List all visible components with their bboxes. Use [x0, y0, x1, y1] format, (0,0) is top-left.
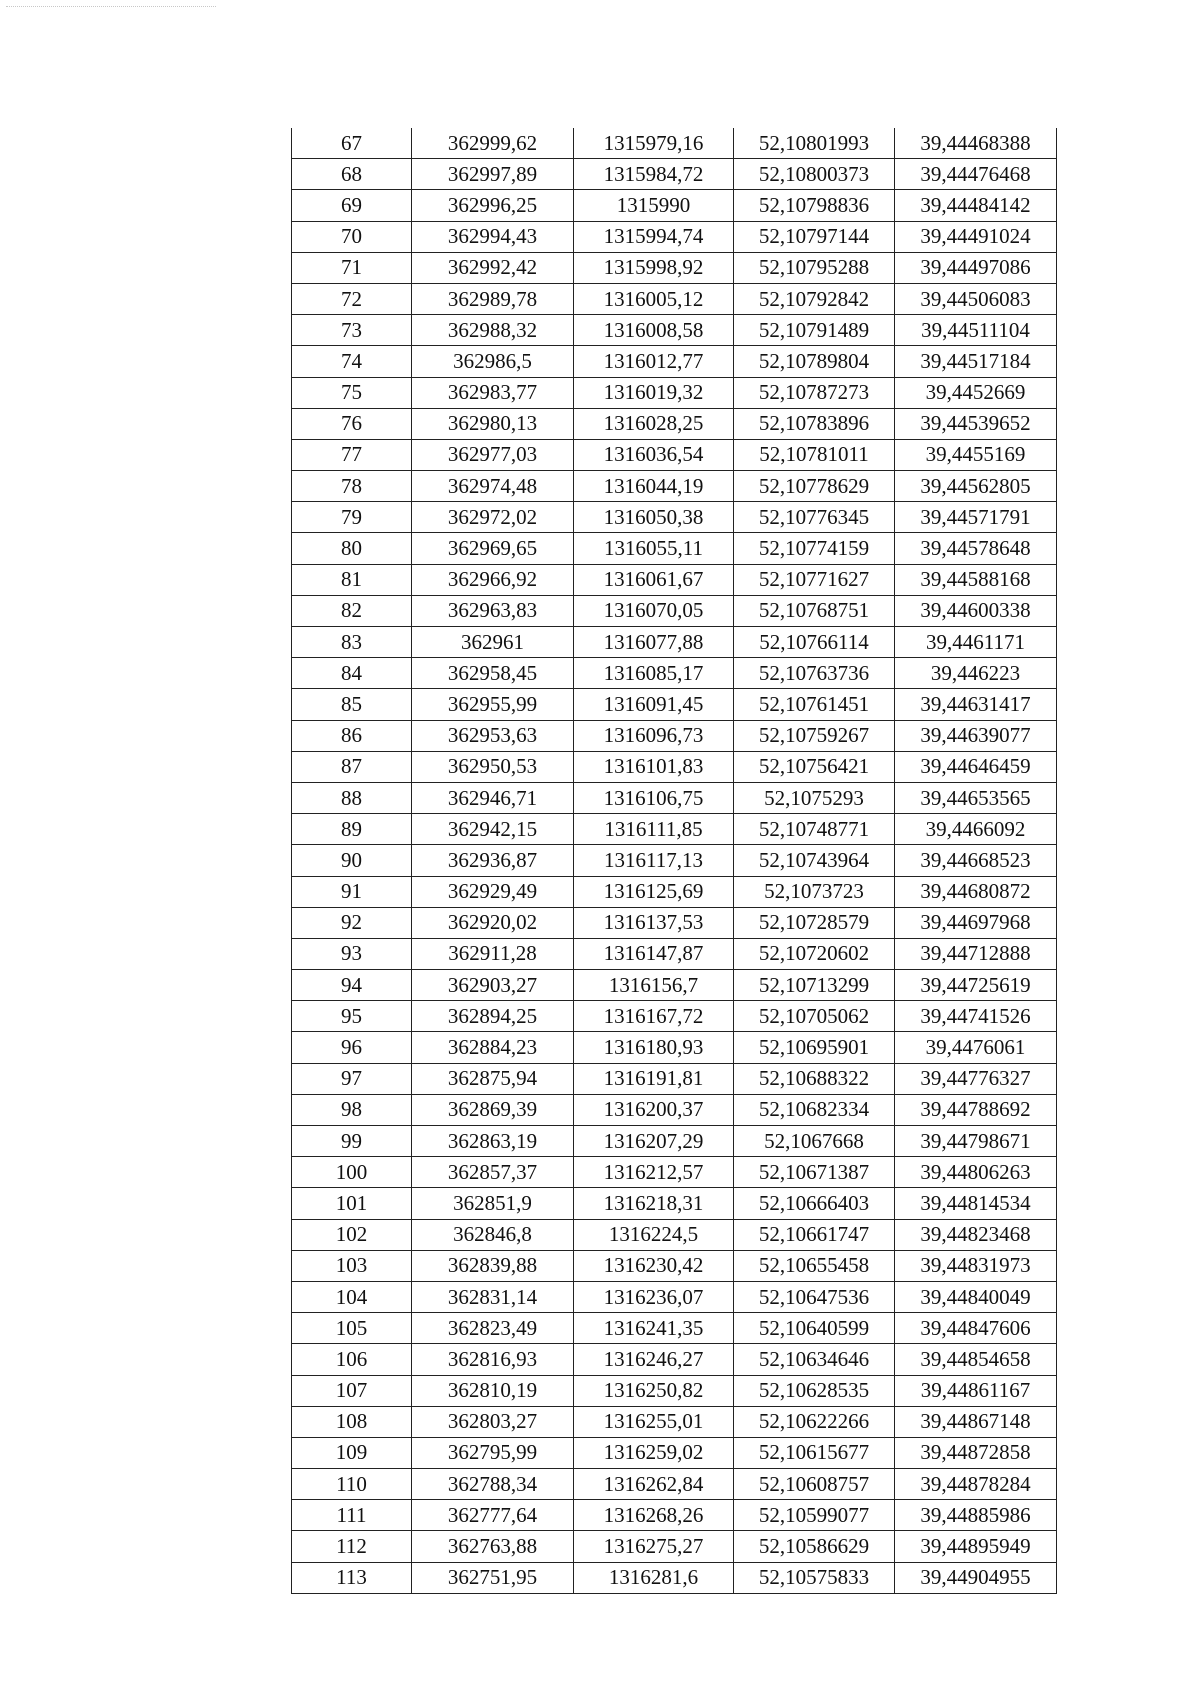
table-row [292, 1250, 1057, 1281]
longitude-cell: 39,446223 [895, 658, 1057, 689]
x-coordinate-cell: 362994,43 [412, 221, 574, 252]
y-coordinate-cell: 1316268,26 [574, 1500, 734, 1531]
longitude-cell: 39,44867148 [895, 1406, 1057, 1437]
x-coordinate-cell: 362996,25 [412, 190, 574, 221]
point-number-cell: 92 [292, 907, 412, 938]
y-coordinate-cell: 1316005,12 [574, 283, 734, 314]
latitude-cell: 52,10748771 [734, 814, 895, 845]
table-row [292, 128, 1057, 159]
table-row [292, 814, 1057, 845]
latitude-cell: 52,10720602 [734, 938, 895, 969]
latitude-cell: 52,10798836 [734, 190, 895, 221]
x-coordinate-cell: 362920,02 [412, 907, 574, 938]
point-number-cell: 93 [292, 938, 412, 969]
x-coordinate-cell: 362969,65 [412, 533, 574, 564]
x-coordinate-cell: 362788,34 [412, 1469, 574, 1500]
latitude-cell: 52,10783896 [734, 408, 895, 439]
y-coordinate-cell: 1316044,19 [574, 471, 734, 502]
latitude-cell: 52,10640599 [734, 1313, 895, 1344]
longitude-cell: 39,44861167 [895, 1375, 1057, 1406]
latitude-cell: 52,10792842 [734, 283, 895, 314]
table-row [292, 689, 1057, 720]
latitude-cell: 52,10791489 [734, 315, 895, 346]
table-row [292, 252, 1057, 283]
table-row [292, 408, 1057, 439]
point-number-cell: 70 [292, 221, 412, 252]
latitude-cell: 52,10800373 [734, 159, 895, 190]
longitude-cell: 39,44697968 [895, 907, 1057, 938]
y-coordinate-cell: 1316236,07 [574, 1281, 734, 1312]
x-coordinate-cell: 362977,03 [412, 439, 574, 470]
latitude-cell: 52,10801993 [734, 128, 895, 159]
y-coordinate-cell: 1315979,16 [574, 128, 734, 159]
longitude-cell: 39,44840049 [895, 1281, 1057, 1312]
table-row [292, 658, 1057, 689]
x-coordinate-cell: 362999,62 [412, 128, 574, 159]
x-coordinate-cell: 362966,92 [412, 564, 574, 595]
latitude-cell: 52,10768751 [734, 595, 895, 626]
longitude-cell: 39,44814534 [895, 1188, 1057, 1219]
y-coordinate-cell: 1316262,84 [574, 1469, 734, 1500]
point-number-cell: 107 [292, 1375, 412, 1406]
latitude-cell: 52,10661747 [734, 1219, 895, 1250]
longitude-cell: 39,44476468 [895, 159, 1057, 190]
latitude-cell: 52,10575833 [734, 1562, 895, 1593]
y-coordinate-cell: 1316167,72 [574, 1001, 734, 1032]
point-number-cell: 87 [292, 751, 412, 782]
x-coordinate-cell: 362763,88 [412, 1531, 574, 1562]
point-number-cell: 94 [292, 970, 412, 1001]
point-number-cell: 101 [292, 1188, 412, 1219]
x-coordinate-cell: 362988,32 [412, 315, 574, 346]
y-coordinate-cell: 1316117,13 [574, 845, 734, 876]
latitude-cell: 52,10713299 [734, 970, 895, 1001]
table-row [292, 1281, 1057, 1312]
x-coordinate-cell: 362884,23 [412, 1032, 574, 1063]
longitude-cell: 39,44646459 [895, 751, 1057, 782]
point-number-cell: 88 [292, 782, 412, 813]
longitude-cell: 39,44578648 [895, 533, 1057, 564]
table-row [292, 315, 1057, 346]
longitude-cell: 39,44506083 [895, 283, 1057, 314]
table-row [292, 1531, 1057, 1562]
longitude-cell: 39,44712888 [895, 938, 1057, 969]
table-row [292, 907, 1057, 938]
latitude-cell: 52,10787273 [734, 377, 895, 408]
table-row [292, 471, 1057, 502]
x-coordinate-cell: 362986,5 [412, 346, 574, 377]
latitude-cell: 52,10771627 [734, 564, 895, 595]
latitude-cell: 52,10688322 [734, 1063, 895, 1094]
y-coordinate-cell: 1316200,37 [574, 1094, 734, 1125]
y-coordinate-cell: 1316070,05 [574, 595, 734, 626]
point-number-cell: 111 [292, 1500, 412, 1531]
longitude-cell: 39,44562805 [895, 471, 1057, 502]
longitude-cell: 39,44798671 [895, 1126, 1057, 1157]
longitude-cell: 39,4461171 [895, 627, 1057, 658]
latitude-cell: 52,10789804 [734, 346, 895, 377]
latitude-cell: 52,10628535 [734, 1375, 895, 1406]
x-coordinate-cell: 362936,87 [412, 845, 574, 876]
point-number-cell: 83 [292, 627, 412, 658]
x-coordinate-cell: 362777,64 [412, 1500, 574, 1531]
point-number-cell: 86 [292, 720, 412, 751]
table-row [292, 221, 1057, 252]
latitude-cell: 52,10655458 [734, 1250, 895, 1281]
longitude-cell: 39,44741526 [895, 1001, 1057, 1032]
table-row [292, 439, 1057, 470]
y-coordinate-cell: 1316096,73 [574, 720, 734, 751]
point-number-cell: 95 [292, 1001, 412, 1032]
y-coordinate-cell: 1316281,6 [574, 1562, 734, 1593]
longitude-cell: 39,44823468 [895, 1219, 1057, 1250]
longitude-cell: 39,44484142 [895, 190, 1057, 221]
latitude-cell: 52,10776345 [734, 502, 895, 533]
table-row [292, 845, 1057, 876]
point-number-cell: 84 [292, 658, 412, 689]
table-row [292, 1344, 1057, 1375]
table-row [292, 1375, 1057, 1406]
latitude-cell: 52,10728579 [734, 907, 895, 938]
y-coordinate-cell: 1316012,77 [574, 346, 734, 377]
y-coordinate-cell: 1316077,88 [574, 627, 734, 658]
latitude-cell: 52,1073723 [734, 876, 895, 907]
latitude-cell: 52,10774159 [734, 533, 895, 564]
latitude-cell: 52,1075293 [734, 782, 895, 813]
longitude-cell: 39,44831973 [895, 1250, 1057, 1281]
table-row [292, 159, 1057, 190]
y-coordinate-cell: 1316259,02 [574, 1437, 734, 1468]
y-coordinate-cell: 1315998,92 [574, 252, 734, 283]
point-number-cell: 97 [292, 1063, 412, 1094]
y-coordinate-cell: 1316180,93 [574, 1032, 734, 1063]
y-coordinate-cell: 1316156,7 [574, 970, 734, 1001]
longitude-cell: 39,44854658 [895, 1344, 1057, 1375]
longitude-cell: 39,4455169 [895, 439, 1057, 470]
latitude-cell: 52,10608757 [734, 1469, 895, 1500]
point-number-cell: 68 [292, 159, 412, 190]
x-coordinate-cell: 362816,93 [412, 1344, 574, 1375]
point-number-cell: 79 [292, 502, 412, 533]
y-coordinate-cell: 1316050,38 [574, 502, 734, 533]
longitude-cell: 39,44847606 [895, 1313, 1057, 1344]
y-coordinate-cell: 1316246,27 [574, 1344, 734, 1375]
table-row [292, 564, 1057, 595]
y-coordinate-cell: 1316212,57 [574, 1157, 734, 1188]
longitude-cell: 39,44600338 [895, 595, 1057, 626]
point-number-cell: 113 [292, 1562, 412, 1593]
y-coordinate-cell: 1316230,42 [574, 1250, 734, 1281]
x-coordinate-cell: 362795,99 [412, 1437, 574, 1468]
latitude-cell: 52,10666403 [734, 1188, 895, 1219]
point-number-cell: 106 [292, 1344, 412, 1375]
y-coordinate-cell: 1316055,11 [574, 533, 734, 564]
y-coordinate-cell: 1316019,32 [574, 377, 734, 408]
latitude-cell: 52,10586629 [734, 1531, 895, 1562]
point-number-cell: 67 [292, 128, 412, 159]
point-number-cell: 112 [292, 1531, 412, 1562]
y-coordinate-cell: 1316224,5 [574, 1219, 734, 1250]
point-number-cell: 69 [292, 190, 412, 221]
point-number-cell: 78 [292, 471, 412, 502]
x-coordinate-cell: 362961 [412, 627, 574, 658]
point-number-cell: 81 [292, 564, 412, 595]
longitude-cell: 39,44806263 [895, 1157, 1057, 1188]
latitude-cell: 52,10682334 [734, 1094, 895, 1125]
longitude-cell: 39,4452669 [895, 377, 1057, 408]
longitude-cell: 39,4466092 [895, 814, 1057, 845]
point-number-cell: 89 [292, 814, 412, 845]
table-row [292, 1562, 1057, 1593]
latitude-cell: 52,10756421 [734, 751, 895, 782]
longitude-cell: 39,44491024 [895, 221, 1057, 252]
y-coordinate-cell: 1315994,74 [574, 221, 734, 252]
x-coordinate-cell: 362950,53 [412, 751, 574, 782]
table-row [292, 720, 1057, 751]
table-row [292, 938, 1057, 969]
latitude-cell: 52,10761451 [734, 689, 895, 720]
point-number-cell: 110 [292, 1469, 412, 1500]
table-row [292, 190, 1057, 221]
y-coordinate-cell: 1316101,83 [574, 751, 734, 782]
table-row [292, 1063, 1057, 1094]
table-row [292, 377, 1057, 408]
point-number-cell: 80 [292, 533, 412, 564]
latitude-cell: 52,10759267 [734, 720, 895, 751]
y-coordinate-cell: 1316091,45 [574, 689, 734, 720]
point-number-cell: 96 [292, 1032, 412, 1063]
y-coordinate-cell: 1316147,87 [574, 938, 734, 969]
y-coordinate-cell: 1315984,72 [574, 159, 734, 190]
table-row [292, 1469, 1057, 1500]
y-coordinate-cell: 1316028,25 [574, 408, 734, 439]
y-coordinate-cell: 1316207,29 [574, 1126, 734, 1157]
table-row [292, 283, 1057, 314]
table-row [292, 1001, 1057, 1032]
x-coordinate-cell: 362911,28 [412, 938, 574, 969]
longitude-cell: 39,44539652 [895, 408, 1057, 439]
y-coordinate-cell: 1316241,35 [574, 1313, 734, 1344]
point-number-cell: 91 [292, 876, 412, 907]
point-number-cell: 109 [292, 1437, 412, 1468]
y-coordinate-cell: 1316191,81 [574, 1063, 734, 1094]
scan-artifact [6, 6, 216, 11]
longitude-cell: 39,44895949 [895, 1531, 1057, 1562]
point-number-cell: 82 [292, 595, 412, 626]
y-coordinate-cell: 1316008,58 [574, 315, 734, 346]
latitude-cell: 52,1067668 [734, 1126, 895, 1157]
latitude-cell: 52,10795288 [734, 252, 895, 283]
x-coordinate-cell: 362963,83 [412, 595, 574, 626]
longitude-cell: 39,44571791 [895, 502, 1057, 533]
x-coordinate-cell: 362857,37 [412, 1157, 574, 1188]
y-coordinate-cell: 1316061,67 [574, 564, 734, 595]
y-coordinate-cell: 1316106,75 [574, 782, 734, 813]
table-row [292, 346, 1057, 377]
table-row [292, 595, 1057, 626]
table-row [292, 1094, 1057, 1125]
table-row [292, 970, 1057, 1001]
point-number-cell: 104 [292, 1281, 412, 1312]
latitude-cell: 52,10647536 [734, 1281, 895, 1312]
table-row [292, 782, 1057, 813]
latitude-cell: 52,10622266 [734, 1406, 895, 1437]
coordinates-table [291, 128, 1057, 1594]
point-number-cell: 72 [292, 283, 412, 314]
latitude-cell: 52,10695901 [734, 1032, 895, 1063]
longitude-cell: 39,44639077 [895, 720, 1057, 751]
table-row [292, 502, 1057, 533]
x-coordinate-cell: 362946,71 [412, 782, 574, 813]
y-coordinate-cell: 1316036,54 [574, 439, 734, 470]
x-coordinate-cell: 362974,48 [412, 471, 574, 502]
longitude-cell: 39,44878284 [895, 1469, 1057, 1500]
y-coordinate-cell: 1316085,17 [574, 658, 734, 689]
x-coordinate-cell: 362869,39 [412, 1094, 574, 1125]
point-number-cell: 99 [292, 1126, 412, 1157]
longitude-cell: 39,44511104 [895, 315, 1057, 346]
x-coordinate-cell: 362983,77 [412, 377, 574, 408]
longitude-cell: 39,44497086 [895, 252, 1057, 283]
x-coordinate-cell: 362955,99 [412, 689, 574, 720]
table-row [292, 1032, 1057, 1063]
point-number-cell: 73 [292, 315, 412, 346]
table-row [292, 627, 1057, 658]
latitude-cell: 52,10743964 [734, 845, 895, 876]
latitude-cell: 52,10797144 [734, 221, 895, 252]
coordinates-table-body [292, 128, 1057, 1593]
point-number-cell: 102 [292, 1219, 412, 1250]
x-coordinate-cell: 362980,13 [412, 408, 574, 439]
longitude-cell: 39,44904955 [895, 1562, 1057, 1593]
point-number-cell: 85 [292, 689, 412, 720]
x-coordinate-cell: 362894,25 [412, 1001, 574, 1032]
latitude-cell: 52,10671387 [734, 1157, 895, 1188]
longitude-cell: 39,4476061 [895, 1032, 1057, 1063]
y-coordinate-cell: 1315990 [574, 190, 734, 221]
table-row [292, 1126, 1057, 1157]
latitude-cell: 52,10766114 [734, 627, 895, 658]
point-number-cell: 103 [292, 1250, 412, 1281]
table-row [292, 876, 1057, 907]
point-number-cell: 75 [292, 377, 412, 408]
x-coordinate-cell: 362953,63 [412, 720, 574, 751]
latitude-cell: 52,10781011 [734, 439, 895, 470]
longitude-cell: 39,44631417 [895, 689, 1057, 720]
longitude-cell: 39,44653565 [895, 782, 1057, 813]
latitude-cell: 52,10634646 [734, 1344, 895, 1375]
table-row [292, 533, 1057, 564]
table-row [292, 1500, 1057, 1531]
y-coordinate-cell: 1316255,01 [574, 1406, 734, 1437]
x-coordinate-cell: 362929,49 [412, 876, 574, 907]
latitude-cell: 52,10599077 [734, 1500, 895, 1531]
y-coordinate-cell: 1316125,69 [574, 876, 734, 907]
table-row [292, 1406, 1057, 1437]
x-coordinate-cell: 362810,19 [412, 1375, 574, 1406]
x-coordinate-cell: 362958,45 [412, 658, 574, 689]
x-coordinate-cell: 362875,94 [412, 1063, 574, 1094]
latitude-cell: 52,10778629 [734, 471, 895, 502]
point-number-cell: 77 [292, 439, 412, 470]
longitude-cell: 39,44668523 [895, 845, 1057, 876]
point-number-cell: 98 [292, 1094, 412, 1125]
x-coordinate-cell: 362839,88 [412, 1250, 574, 1281]
point-number-cell: 74 [292, 346, 412, 377]
point-number-cell: 108 [292, 1406, 412, 1437]
x-coordinate-cell: 362997,89 [412, 159, 574, 190]
table-row [292, 1219, 1057, 1250]
point-number-cell: 105 [292, 1313, 412, 1344]
point-number-cell: 76 [292, 408, 412, 439]
longitude-cell: 39,44588168 [895, 564, 1057, 595]
x-coordinate-cell: 362831,14 [412, 1281, 574, 1312]
table-row [292, 1313, 1057, 1344]
latitude-cell: 52,10705062 [734, 1001, 895, 1032]
y-coordinate-cell: 1316137,53 [574, 907, 734, 938]
table-row [292, 1157, 1057, 1188]
x-coordinate-cell: 362851,9 [412, 1188, 574, 1219]
x-coordinate-cell: 362992,42 [412, 252, 574, 283]
longitude-cell: 39,44885986 [895, 1500, 1057, 1531]
x-coordinate-cell: 362942,15 [412, 814, 574, 845]
y-coordinate-cell: 1316250,82 [574, 1375, 734, 1406]
point-number-cell: 100 [292, 1157, 412, 1188]
table-row [292, 751, 1057, 782]
table-row [292, 1188, 1057, 1219]
longitude-cell: 39,44517184 [895, 346, 1057, 377]
latitude-cell: 52,10763736 [734, 658, 895, 689]
x-coordinate-cell: 362803,27 [412, 1406, 574, 1437]
longitude-cell: 39,44725619 [895, 970, 1057, 1001]
y-coordinate-cell: 1316275,27 [574, 1531, 734, 1562]
x-coordinate-cell: 362846,8 [412, 1219, 574, 1250]
table-row [292, 1437, 1057, 1468]
x-coordinate-cell: 362751,95 [412, 1562, 574, 1593]
latitude-cell: 52,10615677 [734, 1437, 895, 1468]
x-coordinate-cell: 362863,19 [412, 1126, 574, 1157]
longitude-cell: 39,44776327 [895, 1063, 1057, 1094]
longitude-cell: 39,44788692 [895, 1094, 1057, 1125]
x-coordinate-cell: 362823,49 [412, 1313, 574, 1344]
longitude-cell: 39,44872858 [895, 1437, 1057, 1468]
longitude-cell: 39,44680872 [895, 876, 1057, 907]
point-number-cell: 90 [292, 845, 412, 876]
point-number-cell: 71 [292, 252, 412, 283]
longitude-cell: 39,44468388 [895, 128, 1057, 159]
x-coordinate-cell: 362972,02 [412, 502, 574, 533]
y-coordinate-cell: 1316218,31 [574, 1188, 734, 1219]
y-coordinate-cell: 1316111,85 [574, 814, 734, 845]
x-coordinate-cell: 362989,78 [412, 283, 574, 314]
x-coordinate-cell: 362903,27 [412, 970, 574, 1001]
